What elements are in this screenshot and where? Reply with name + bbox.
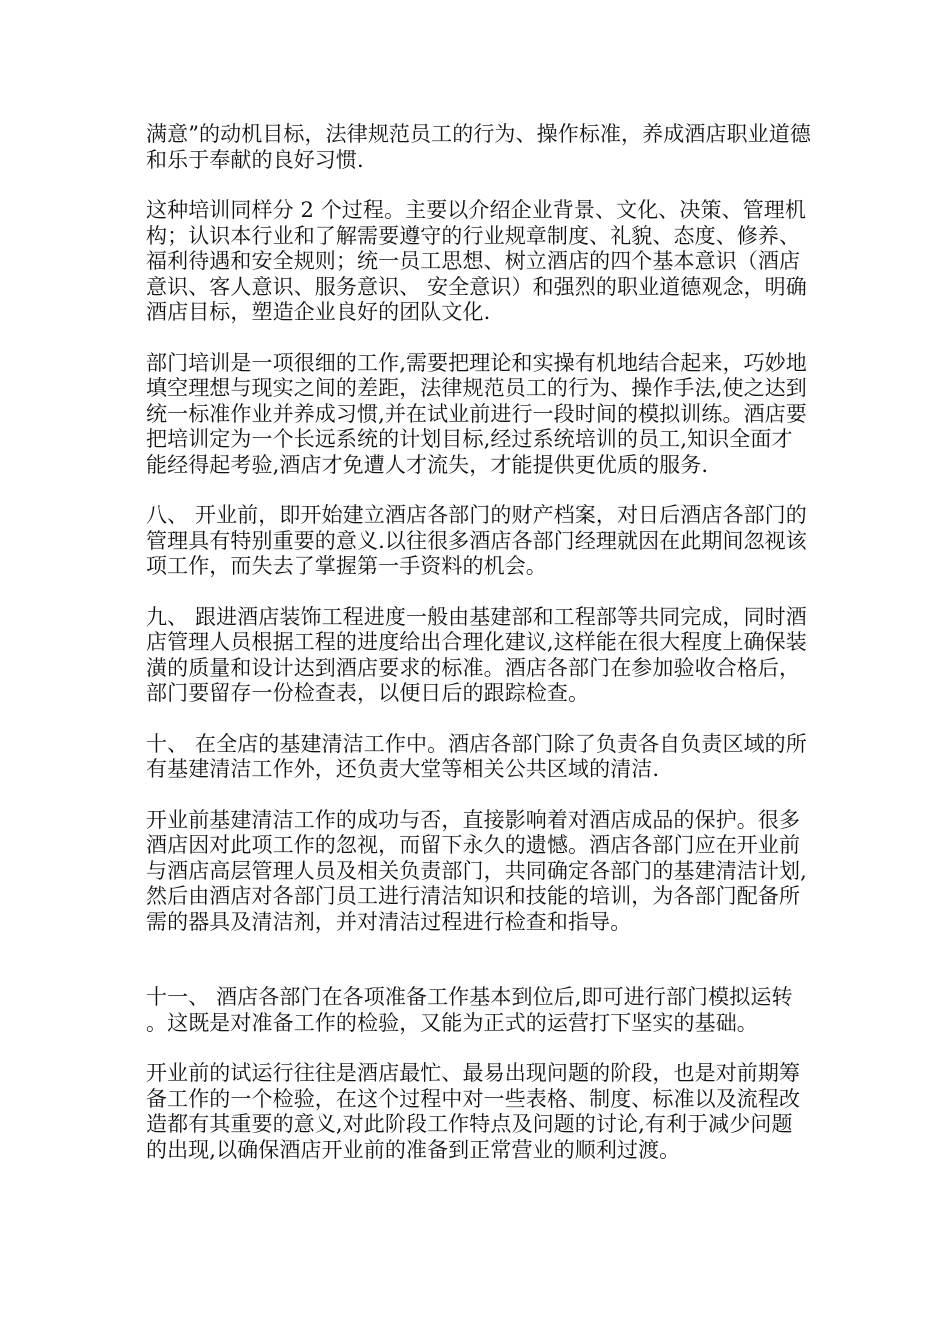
paragraph-department-training: 部门培训是一项很细的工作,需要把理论和实操有机地结合起来，巧妙地填空理想与现实之间的差距，法律规范员工的行为、操作手法,使之达到统一标准作业并养成习惯,并在试业前进行一段时间的模拟训练。酒店要把培训定为一个长远系统的计划目标,经过系统培训的员工,知识全面才能经得起考验,酒店才免遭人才流失，才能提供更优质的服务. bbox=[146, 350, 807, 477]
paragraph-item-eleven: 十一、 酒店各部门在各项准备工作基本到位后,即可进行部门模拟运转。这既是对准备工作的检验，又能为正式的运营打下坚实的基础。 bbox=[146, 985, 793, 1035]
paragraph-item-ten: 十、 在全店的基建清洁工作中。酒店各部门除了负责各自负责区域的所有基建清洁工作外，还负责大堂等相关公共区域的清洁. bbox=[146, 731, 807, 781]
paragraph-goal-continuation: 满意”的动机目标，法律规范员工的行为、操作标准，养成酒店职业道德和乐于奉献的良好习惯. bbox=[146, 122, 811, 172]
paragraph-item-nine: 九、 跟进酒店装饰工程进度一般由基建部和工程部等共同完成，同时酒店管理人员根据工程的进度给出合理化建议,这样能在很大程度上确保装潢的质量和设计达到酒店要求的标准。酒店各部门在参加验收合格后，部门要留存一份检查表，以便日后的跟踪检查。 bbox=[146, 604, 807, 705]
paragraph-trial-operation: 开业前的试运行往往是酒店最忙、最易出现问题的阶段，也是对前期筹备工作的一个检验，在这个过程中对一些表格、制度、标准以及流程改造都有其重要的意义,对此阶段工作特点及问题的讨论,有利于减少问题的出现,以确保酒店开业前的准备到正常营业的顺利过渡。 bbox=[146, 1061, 801, 1162]
paragraph-item-eight: 八、 开业前，即开始建立酒店各部门的财产档案，对日后酒店各部门的管理具有特别重要的意义.以往很多酒店各部门经理就因在此期间忽视该项工作，而失去了掌握第一手资料的机会。 bbox=[146, 503, 807, 578]
paragraph-cleaning-importance: 开业前基建清洁工作的成功与否，直接影响着对酒店成品的保护。很多酒店因对此项工作的忽视，而留下永久的遗憾。酒店各部门应在开业前与酒店高层管理人员及相关负责部门，共同确定各部门的基建清洁计划,然后由酒店对各部门员工进行清洁知识和技能的培训，为各部门配备所需的器具及清洁剂，并对清洁过程进行检查和指导。 bbox=[146, 807, 807, 934]
document-body bbox=[146, 122, 812, 1188]
paragraph-training-process: 这种培训同样分 2 个过程。主要以介绍企业背景、文化、决策、管理机构；认识本行业和了解需要遵守的行业规章制度、礼貌、态度、修养、福利待遇和安全规则；统一员工思想、树立酒店的四个基本意识（酒店意识、客人意识、服务意识、 安全意识）和强烈的职业道德观念，明确酒店目标，塑造企业良好的团队文化. bbox=[146, 198, 807, 324]
